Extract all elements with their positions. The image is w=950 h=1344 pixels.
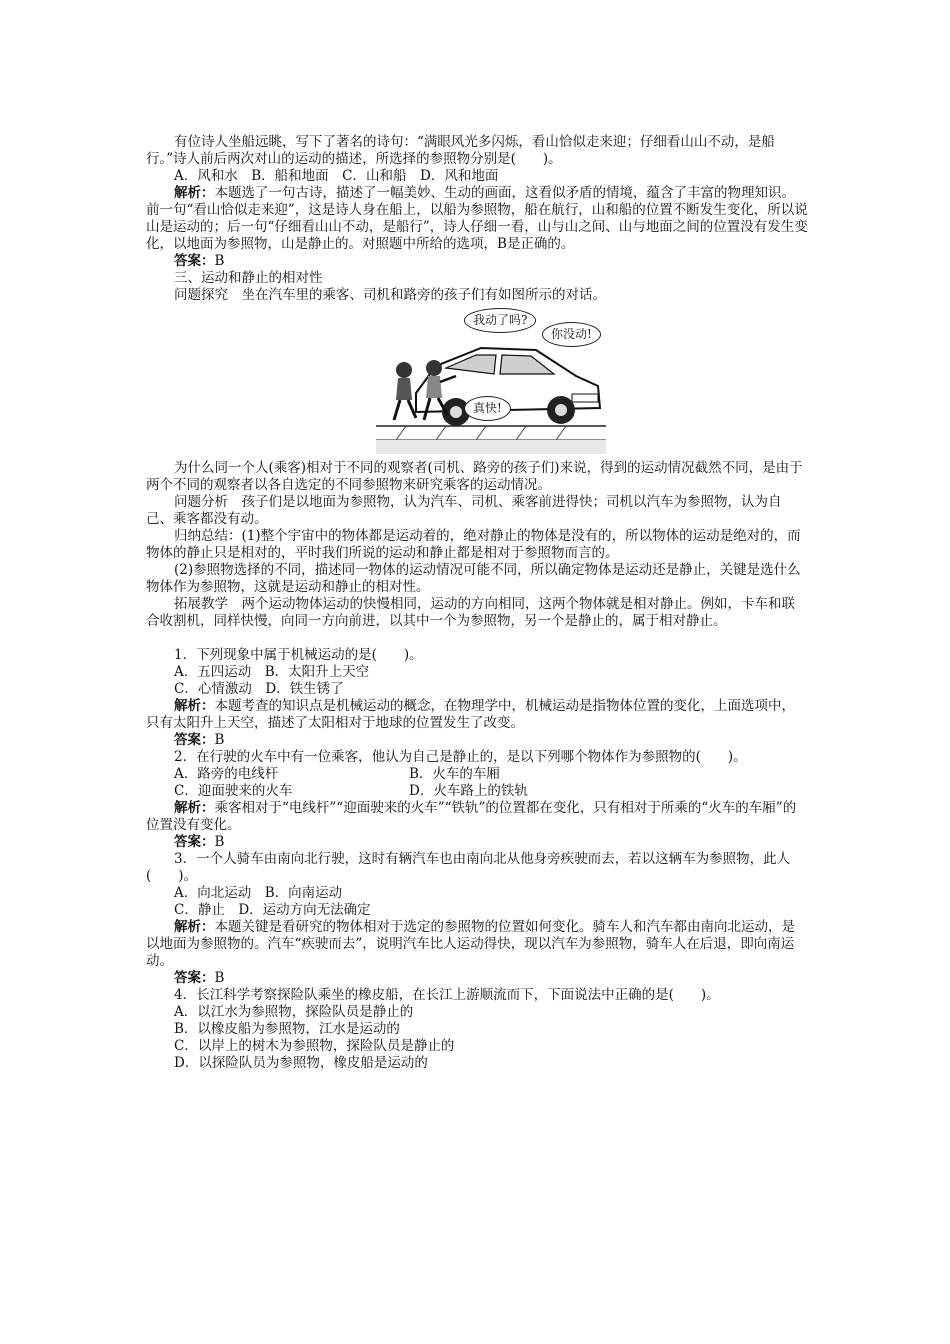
extend-teaching: 拓展教学 两个运动物体运动的快慢相同，运动的方向相同，这两个物体就是相对静止。例如，卡车和联合收割机，同样快慢，向同一方向前进，以其中一个为参照物，另一个是静止的，属于相对静止。 <box>146 596 795 629</box>
q4-option-d: D．以探险队员为参照物，橡皮船是运动的 <box>174 1055 428 1071</box>
children-speech-bubble: 真快! <box>464 396 511 421</box>
q2-options-row-2 <box>146 783 808 800</box>
answer-value: B <box>214 970 225 986</box>
q1-analysis <box>146 698 808 732</box>
answer-label: 答案： <box>174 732 215 748</box>
analysis-label: 解析： <box>174 698 215 714</box>
q1-options-ab: A．五四运动 B．太阳升上天空 <box>174 664 370 680</box>
q2-analysis <box>146 800 808 834</box>
analysis-label: 解析： <box>174 800 215 816</box>
analysis-text: 乘客相对于“电线杆”“迎面驶来的火车”“铁轨”的位置都在变化，只有相对于所乘的“火车的车厢”的位置没有变化。 <box>146 800 797 833</box>
poem-question: 有位诗人坐船远眺，写下了著名的诗句：“满眼风光多闪烁，看山恰似走来迎；仔细看山山不动，是船行。”诗人前后两次对山的运动的描述，所选择的参照物分别是( )。 <box>146 134 775 167</box>
content-column <box>146 134 808 1072</box>
poem-analysis <box>146 185 808 253</box>
poem-answer <box>146 253 808 270</box>
q1-stem: 1．下列现象中属于机械运动的是( )。 <box>174 647 423 663</box>
driver-speech-bubble: 你没动! <box>542 322 601 347</box>
q2-answer <box>146 834 808 851</box>
section-heading: 三、运动和静止的相对性 <box>174 270 323 286</box>
q2-options-row-1 <box>146 766 808 783</box>
summary-1: 归纳总结：(1)整个宇宙中的物体都是运动着的，绝对静止的物体是没有的，所以物体的运动是绝对的，而物体的静止只是相对的，平时我们所说的运动和静止都是相对于参照物而言的。 <box>146 528 801 561</box>
analysis-text: 本题选了一句古诗，描述了一幅美妙、生动的画面，这看似矛盾的情境，蕴含了丰富的物理知识。前一句“看山恰似走来迎”，这是诗人身在船上，以船为参照物，船在航行，山和船的位置不断发生变化，所以说山是运动的；后一句“仔细看山山不动，是船行”，诗人仔细一看，山与山之间、山与地面之间的位置没有发生变化，以地面为参照物，山是静止的。对照题中所给的选项，B是正确的。 <box>146 185 808 252</box>
problem-explore: 问题探究 坐在汽车里的乘客、司机和路旁的孩子们有如图所示的对话。 <box>174 287 606 303</box>
analysis-text: 本题关键是看研究的物体相对于选定的参照物的位置如何变化。骑车人和汽车都由南向北运动，是以地面为参照物的。汽车“疾驶而去”，说明汽车比人运动得快，现以汽车为参照物，骑车人在后退，即向南运动。 <box>146 919 795 969</box>
q3-answer <box>146 970 808 987</box>
q2-option-d: D．火车路上的铁轨 <box>409 783 528 799</box>
q4-stem: 4．长江科学考察探险队乘坐的橡皮船，在长江上游顺流而下，下面说法中正确的是( )。 <box>174 987 720 1003</box>
q1-answer <box>146 732 808 749</box>
answer-value: B <box>214 253 225 269</box>
q2-option-c: C．迎面驶来的火车 <box>174 783 293 799</box>
why-paragraph: 为什么同一个人(乘客)相对于不同的观察者(司机、路旁的孩子们)来说，得到的运动情况截然不同，是由于两个不同的观察者以各自选定的不同参照物来研究乘客的运动情况。 <box>146 460 803 493</box>
q2-option-b: B．火车的车厢 <box>409 766 500 782</box>
poem-options: A．风和水 B．船和地面 C．山和船 D．风和地面 <box>174 168 499 184</box>
summary-2: (2)参照物选择的不同，描述同一物体的运动情况可能不同，所以确定物体是运动还是静止，关键是选什么物体作为参照物，这就是运动和静止的相对性。 <box>146 562 801 595</box>
q3-stem: 3．一个人骑车由南向北行驶，这时有辆汽车也由南向北从他身旁疾驶而去，若以这辆车为参照物，此人( )。 <box>146 851 791 884</box>
q4-option-b: B．以橡皮船为参照物，江水是运动的 <box>174 1021 400 1037</box>
answer-value: B <box>214 834 225 850</box>
q4-option-a: A．以江水为参照物，探险队员是静止的 <box>174 1004 414 1020</box>
q3-options-cd: C．静止 D．运动方向无法确定 <box>174 902 371 918</box>
analysis-label: 解析： <box>174 919 215 935</box>
q3-options-ab: A．向北运动 B．向南运动 <box>174 885 343 901</box>
problem-analysis: 问题分析 孩子们是以地面为参照物，认为汽车、司机、乘客前进得快；司机以汽车为参照物，认为自己、乘客都没有动。 <box>146 494 782 527</box>
q3-analysis <box>146 919 808 970</box>
q2-stem: 2．在行驶的火车中有一位乘客，他认为自己是静止的，是以下列哪个物体作为参照物的( )。 <box>174 749 747 765</box>
q1-options-cd: C．心情激动 D．铁生锈了 <box>174 681 344 697</box>
passenger-speech-bubble: 我动了吗? <box>464 308 536 333</box>
answer-value: B <box>214 732 225 748</box>
answer-label: 答案： <box>174 834 215 850</box>
q4-option-c: C．以岸上的树木为参照物，探险队员是静止的 <box>174 1038 455 1054</box>
analysis-text: 本题考查的知识点是机械运动的概念，在物理学中，机械运动是指物体位置的变化，上面选项中，只有太阳升上天空，描述了太阳相对于地球的位置发生了改变。 <box>146 698 795 731</box>
answer-label: 答案： <box>174 253 215 269</box>
q2-option-a: A．路旁的电线杆 <box>174 766 279 782</box>
answer-label: 答案： <box>174 970 215 986</box>
car-dialogue-illustration <box>376 308 606 456</box>
analysis-label: 解析： <box>174 185 215 201</box>
